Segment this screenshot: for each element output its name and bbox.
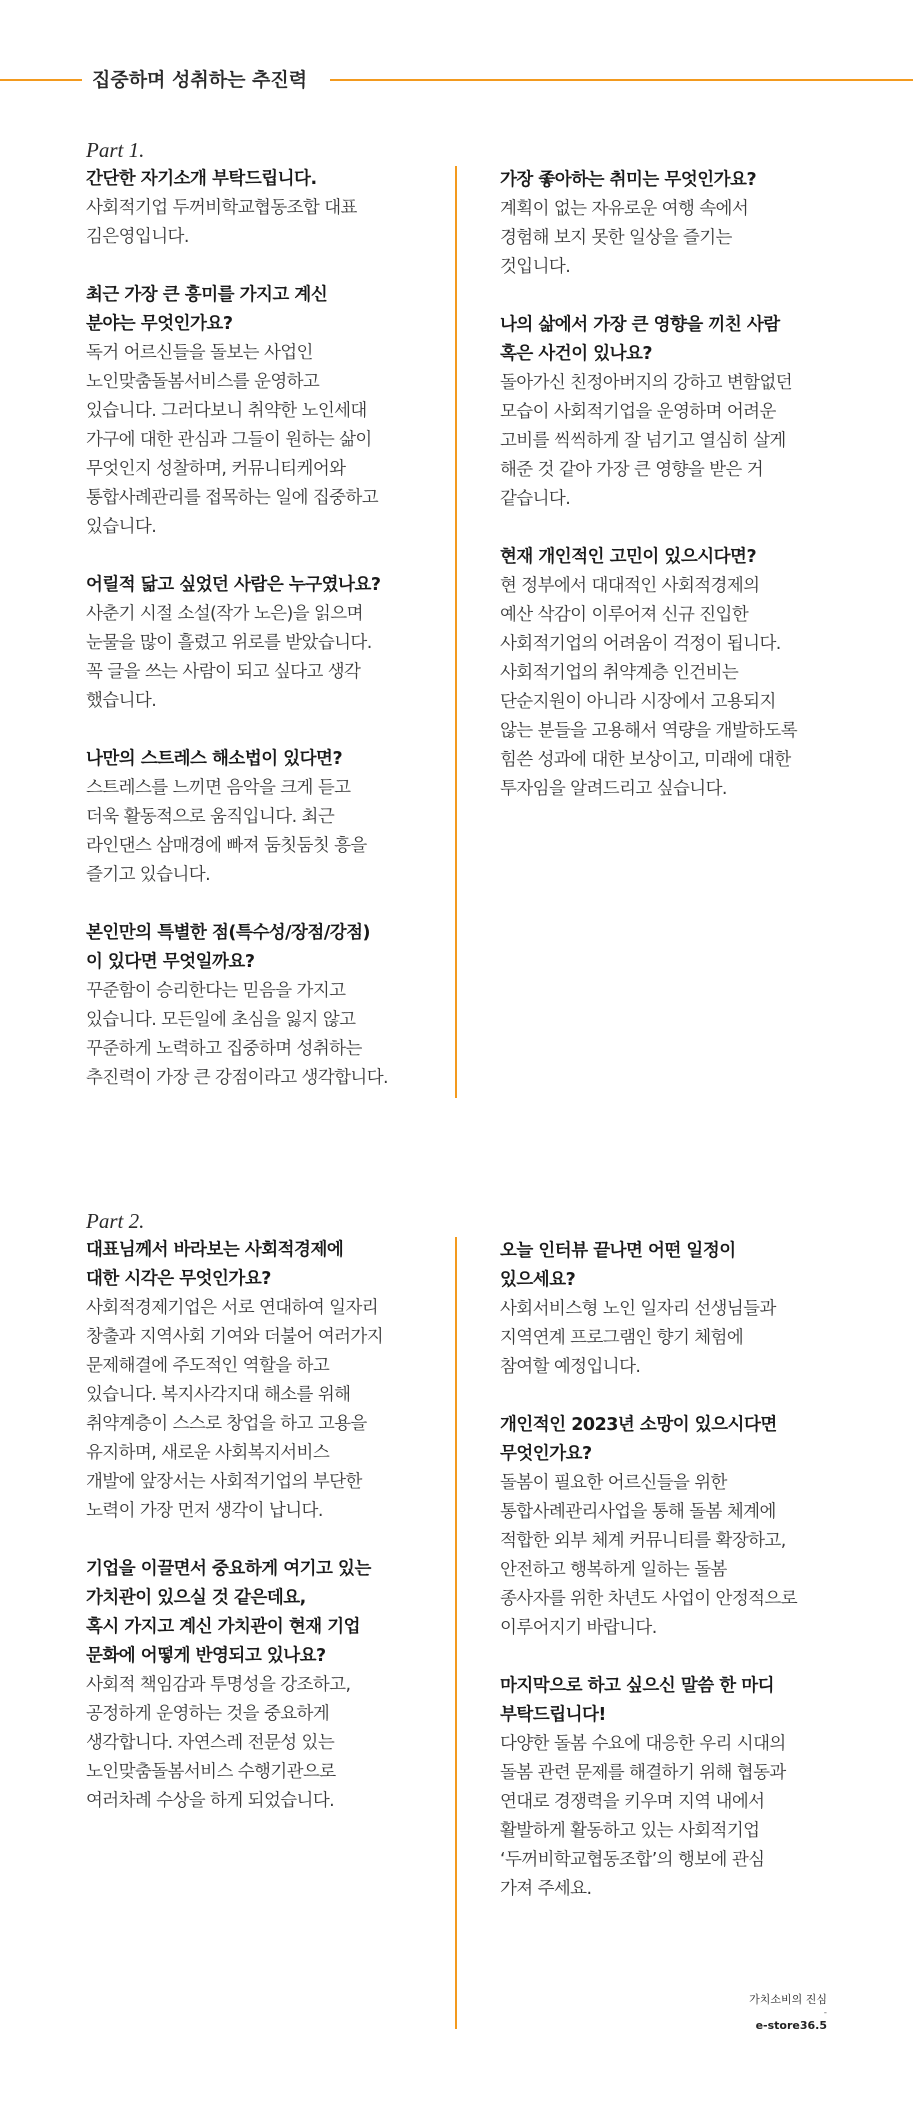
qa-item <box>500 311 835 514</box>
footer-tagline: 가치소비의 진심 <box>749 1993 827 2006</box>
part2-right-column <box>500 1237 835 1933</box>
part1-left-column <box>86 136 421 1122</box>
qa-item <box>500 1411 835 1643</box>
qa-item <box>86 745 421 890</box>
qa-item <box>500 166 835 282</box>
footer-separator: - <box>823 2008 827 2018</box>
qa-item <box>86 281 421 542</box>
qa-item <box>500 1672 835 1904</box>
qa-item <box>500 543 835 804</box>
question: 본인만의 특별한 점(특수성/장점/강점) 이 있다면 무엇일까요? <box>86 923 371 972</box>
question: 가장 좋아하는 취미는 무엇인가요? <box>500 170 757 190</box>
question: 마지막으로 하고 싶으신 말씀 한 마디 부탁드립니다! <box>500 1676 775 1725</box>
header-rule-right <box>330 79 913 81</box>
answer: 꾸준함이 승리한다는 믿음을 가지고 있습니다. 모든일에 초심을 잃지 않고 꾸준하게 노력하고 집중하며 성취하는 추진력이 가장 큰 강점이라고 생각합니다. <box>86 981 388 1088</box>
qa-item <box>86 165 421 252</box>
answer: 돌아가신 친정아버지의 강하고 변함없던 모습이 사회적기업을 운영하며 어려운 고비를 씩씩하게 잘 넘기고 열심히 살게 해준 것 같아 가장 큰 영향을 받은 거 같습니다. <box>500 373 793 509</box>
part1-right-column <box>500 166 835 833</box>
part1-label: Part 1. <box>86 138 145 162</box>
answer: 사춘기 시절 소설(작가 노은)을 읽으며 눈물을 많이 흘렸고 위로를 받았습니다. 꼭 글을 쓰는 사람이 되고 싶다고 생각 했습니다. <box>86 604 372 711</box>
question: 대표님께서 바라보는 사회적경제에 대한 시각은 무엇인가요? <box>86 1240 344 1289</box>
header-title: 집중하며 성취하는 추진력 <box>92 69 308 91</box>
qa-item <box>86 919 421 1093</box>
question: 어릴적 닮고 싶었던 사람은 누구였나요? <box>86 575 381 595</box>
qa-item <box>86 1555 421 1816</box>
answer: 사회적기업 두꺼비학교협동조합 대표 김은영입니다. <box>86 198 357 247</box>
part2-left-column <box>86 1207 421 1845</box>
qa-item <box>86 1236 421 1526</box>
answer: 계획이 없는 자유로운 여행 속에서 경험해 보지 못한 일상을 즐기는 것입니다. <box>500 199 749 277</box>
part2-column-divider <box>455 1237 457 2029</box>
question: 기업을 이끌면서 중요하게 여기고 있는 가치관이 있으실 것 같은데요, 혹시 가지고 계신 가치관이 현재 기업 문화에 어떻게 반영되고 있나요? <box>86 1559 371 1666</box>
question: 개인적인 2023년 소망이 있으시다면 무엇인가요? <box>500 1415 777 1464</box>
answer: 돌봄이 필요한 어르신들을 위한 통합사례관리사업을 통해 돌봄 체계에 적합한 외부 체계 커뮤니티를 확장하고, 안전하고 행복하게 일하는 돌봄 종사자를 위한 차년도 사업이 안정적으로 이루어지기 바랍니다. <box>500 1473 798 1638</box>
answer: 다양한 돌봄 수요에 대응한 우리 시대의 돌봄 관련 문제를 해결하기 위해 협동과 연대로 경쟁력을 키우며 지역 내에서 활발하게 활동하고 있는 사회적기업 ‘두꺼비학교협동조합’의 행보에 관심 가져 주세요. <box>500 1734 786 1899</box>
footer-store-name: e-store36.5 <box>755 2019 827 2032</box>
question: 최근 가장 큰 흥미를 가지고 계신 분야는 무엇인가요? <box>86 285 328 334</box>
header-rule-left <box>0 79 82 81</box>
answer: 스트레스를 느끼면 음악을 크게 듣고 더욱 활동적으로 움직입니다. 최근 라인댄스 삼매경에 빠져 둠칫둠칫 흥을 즐기고 있습니다. <box>86 778 367 885</box>
question: 간단한 자기소개 부탁드립니다. <box>86 169 317 189</box>
qa-item <box>86 571 421 716</box>
question: 오늘 인터뷰 끝나면 어떤 일정이 있으세요? <box>500 1241 736 1290</box>
answer: 사회적경제기업은 서로 연대하여 일자리 창출과 지역사회 기여와 더불어 여러가지 문제해결에 주도적인 역할을 하고 있습니다. 복지사각지대 해소를 위해 취약계층이 스스로 창업을 하고 고용을 유지하며, 새로운 사회복지서비스 개발에 앞장서는 사회적기업의 부단한 노력이 가장 먼저 생각이 납니다. <box>86 1298 384 1521</box>
part2-label: Part 2. <box>86 1209 145 1233</box>
answer: 독거 어르신들을 돌보는 사업인 노인맞춤돌봄서비스를 운영하고 있습니다. 그러다보니 취약한 노인세대 가구에 대한 관심과 그들이 원하는 삶이 무엇인지 성찰하며, 커뮤니티케어와 통합사례관리를 접목하는 일에 집중하고 있습니다. <box>86 343 379 537</box>
section-header <box>0 62 913 96</box>
answer: 사회서비스형 노인 일자리 선생님들과 지역연계 프로그램인 향기 체험에 참여할 예정입니다. <box>500 1299 776 1377</box>
answer: 사회적 책임감과 투명성을 강조하고, 공정하게 운영하는 것을 중요하게 생각합니다. 자연스레 전문성 있는 노인맞춤돌봄서비스 수행기관으로 여러차례 수상을 하게 되었습니다. <box>86 1675 351 1811</box>
question: 현재 개인적인 고민이 있으시다면? <box>500 547 757 567</box>
part1-column-divider <box>455 166 457 1098</box>
question: 나만의 스트레스 해소법이 있다면? <box>86 749 343 769</box>
qa-item <box>500 1237 835 1382</box>
footer-brand <box>749 1992 827 2034</box>
question: 나의 삶에서 가장 큰 영향을 끼친 사람 혹은 사건이 있나요? <box>500 315 780 364</box>
answer: 현 정부에서 대대적인 사회적경제의 예산 삭감이 이루어져 신규 진입한 사회적기업의 어려움이 걱정이 됩니다. 사회적기업의 취약계층 인건비는 단순지원이 아니라 시장에서 고용되지 않는 분들을 고용해서 역량을 개발하도록 힘쓴 성과에 대한 보상이고, 미래에 대한 투자임을 알려드리고 싶습니다. <box>500 576 798 799</box>
